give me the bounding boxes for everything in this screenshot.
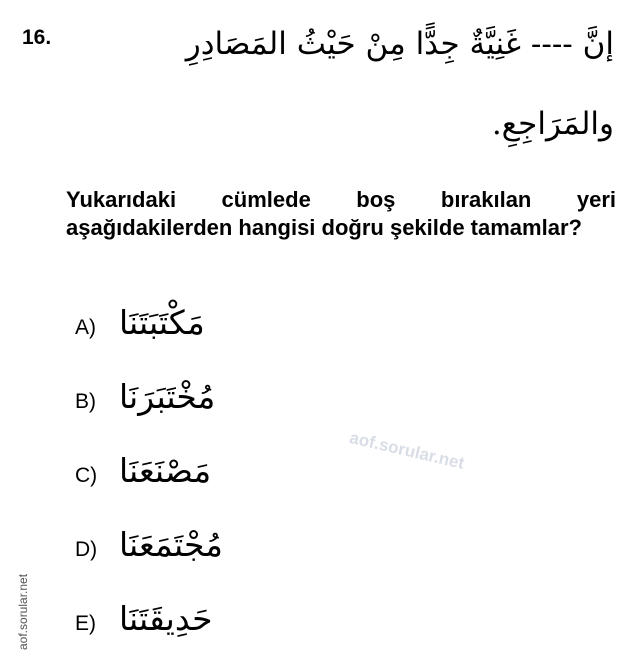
option-c-text: مَصْنَعَنَا: [119, 451, 212, 490]
option-b-letter: B): [75, 390, 96, 413]
option-b[interactable]: [75, 378, 375, 428]
option-a-letter: A): [75, 316, 96, 339]
arabic-sentence-line-2: والمَرَاجِعِ.: [491, 106, 614, 142]
option-b-text: مُخْتَبَرَنَا: [119, 377, 216, 416]
option-d-letter: D): [75, 538, 98, 561]
question-number: 16.: [22, 26, 52, 49]
option-e-text: حَدِيقَتَنَا: [119, 599, 213, 638]
question-prompt: Yukarıdaki cümlede boş bırakılan yeri aşağıdakilerden hangisi doğru şekilde tamamlar?: [66, 187, 616, 240]
option-a[interactable]: [75, 304, 375, 354]
option-d[interactable]: [75, 526, 375, 576]
option-a-text: مَكْتَبَتَنَا: [119, 303, 205, 342]
watermark: aof.sorular.net: [347, 428, 467, 473]
option-e-letter: E): [75, 612, 96, 635]
option-e[interactable]: [75, 600, 375, 650]
option-d-text: مُجْتَمَعَنَا: [119, 525, 223, 564]
arabic-sentence-line-1: إنَّ ---- غَنِيَّةٌ جِدًّا مِنْ حَيْثُ المَصَادِرِ: [185, 26, 614, 62]
option-c[interactable]: [75, 452, 375, 502]
option-c-letter: C): [75, 464, 98, 487]
side-watermark: aof.sorular.net: [16, 573, 30, 650]
